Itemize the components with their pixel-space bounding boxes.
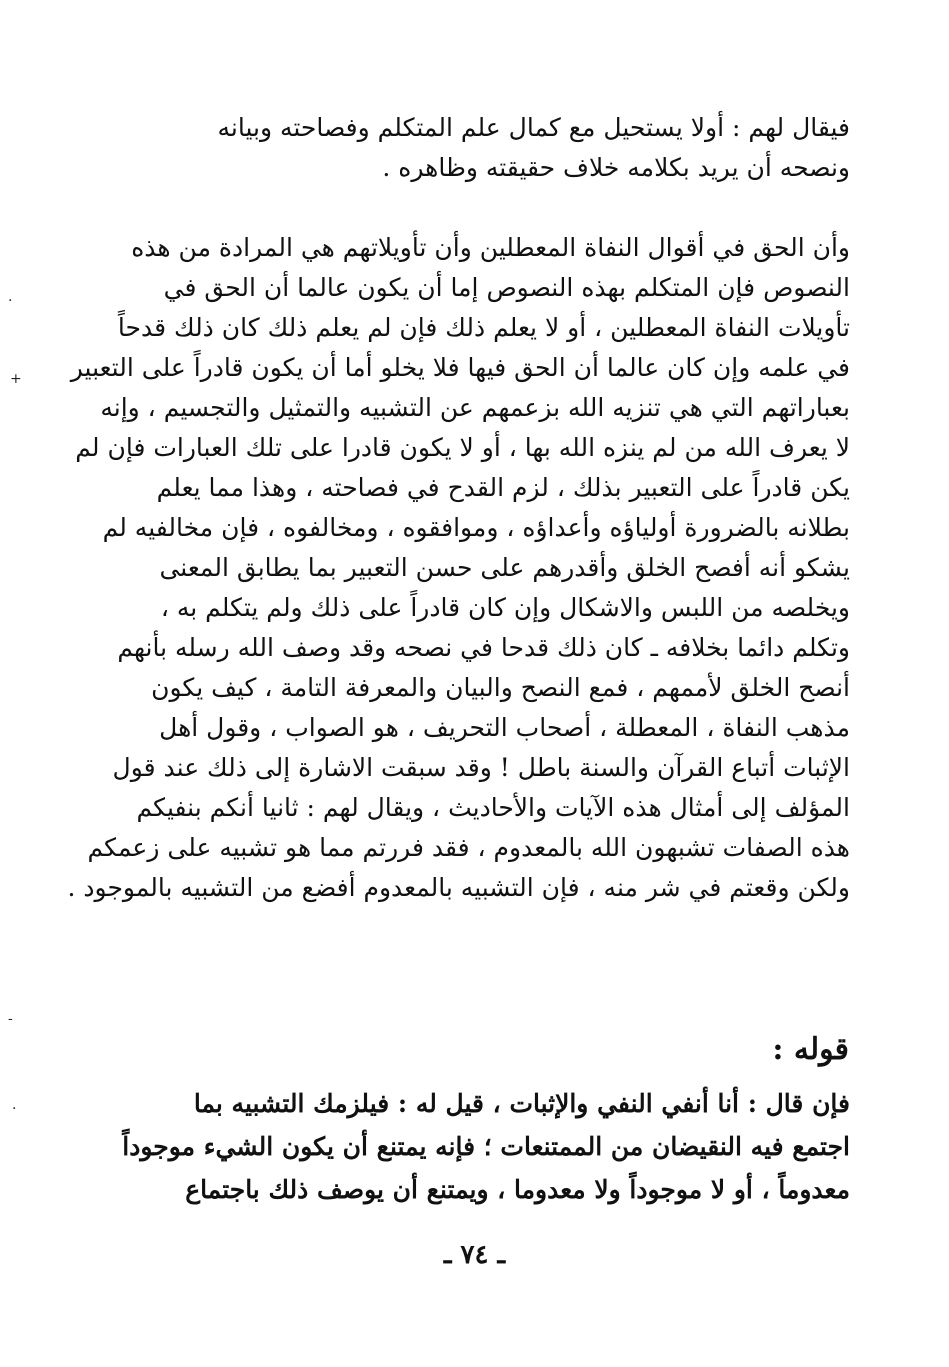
paragraph-2-line: المؤلف إلى أمثال هذه الآيات والأحاديث ، ويقال لهم : ثانيا أنكم بنفيكم bbox=[136, 793, 850, 822]
paragraph-2-line: أنصح الخلق لأممهم ، فمع النصح والبيان والمعرفة التامة ، كيف يكون bbox=[151, 673, 850, 702]
paragraph-2-line: ويخلصه من اللبس والاشكال وإن كان قادراً على ذلك ولم يتكلم به ، bbox=[160, 593, 850, 622]
paragraph-2-line: الإثبات أتباع القرآن والسنة باطل ! وقد سبقت الاشارة إلى ذلك عند قول bbox=[112, 753, 850, 782]
paragraph-3-line: اجتمع فيه النقيضان من الممتنعات ؛ فإنه يمتنع أن يكون الشيء موجوداً bbox=[122, 1132, 850, 1161]
paragraph-3-line: معدوماً ، أو لا موجوداً ولا معدوما ، ويمتنع أن يوصف ذلك باجتماع bbox=[185, 1175, 850, 1204]
paragraph-2 bbox=[67, 228, 850, 908]
paragraph-2-line: يكن قادراً على التعبير بذلك ، لزم القدح في فصاحته ، وهذا مما يعلم bbox=[156, 473, 850, 502]
paragraph-2-line: وأن الحق في أقوال النفاة المعطلين وأن تأويلاتهم هي المرادة من هذه bbox=[131, 233, 850, 262]
margin-mark: - bbox=[8, 1011, 13, 1027]
paragraph-2-line: يشكو أنه أفصح الخلق وأقدرهم على حسن التعبير بما يطابق المعنى bbox=[159, 553, 850, 582]
paragraph-2-line: هذه الصفات تشبهون الله بالمعدوم ، فقد فررتم مما هو تشبيه على زعمكم bbox=[87, 833, 850, 862]
paragraph-2-line: النصوص فإن المتكلم بهذه النصوص إما أن يكون عالما أن الحق في bbox=[163, 273, 850, 302]
paragraph-2-line: بعباراتهم التي هي تنزيه الله بزعمهم عن التشبيه والتمثيل والتجسيم ، وإنه bbox=[100, 393, 850, 422]
paragraph-2-line: مذهب النفاة ، المعطلة ، أصحاب التحريف ، هو الصواب ، وقول أهل bbox=[159, 713, 850, 742]
paragraph-2-line: ولكن وقعتم في شر منه ، فإن التشبيه بالمعدوم أفضع من التشبيه بالموجود . bbox=[67, 873, 850, 902]
margin-mark: . bbox=[8, 289, 13, 305]
paragraph-2-line: وتكلم دائما بخلافه ـ كان ذلك قدحا في نصحه وقد وصف الله رسله بأنهم bbox=[117, 633, 850, 662]
paragraph-2-line: بطلانه بالضرورة أولياؤه وأعداؤه ، وموافقوه ، ومخالفوه ، فإن مخالفيه لم bbox=[102, 513, 850, 542]
paragraph-3 bbox=[122, 1082, 850, 1211]
paragraph-2-line: لا يعرف الله من لم ينزه الله بها ، أو لا يكون قادرا على تلك العبارات فإن لم bbox=[75, 433, 850, 462]
paragraph-3-line: فإن قال : أنا أنفي النفي والإثبات ، قيل له : فيلزمك التشبيه بما bbox=[193, 1089, 850, 1118]
paragraph-2-line: تأويلات النفاة المعطلين ، أو لا يعلم ذلك فإن لم يعلم ذلك كان ذلك قدحاً bbox=[117, 313, 850, 342]
paragraph-1-line: ونصحه أن يريد بكلامه خلاف حقيقته وظاهره . bbox=[382, 153, 850, 182]
margin-mark: . bbox=[12, 1097, 17, 1113]
paragraph-1-line: فيقال لهم : أولا يستحيل مع كمال علم المتكلم وفصاحته وبيانه bbox=[217, 113, 850, 142]
section-heading: قوله : bbox=[772, 1032, 849, 1067]
page-number: ـ ٧٤ ـ bbox=[443, 1240, 506, 1270]
margin-mark: + bbox=[10, 371, 22, 387]
paragraph-2-line: في علمه وإن كان عالما أن الحق فيها فلا يخلو أما أن يكون قادراً على التعبير bbox=[70, 353, 850, 382]
paragraph-1 bbox=[150, 108, 850, 188]
